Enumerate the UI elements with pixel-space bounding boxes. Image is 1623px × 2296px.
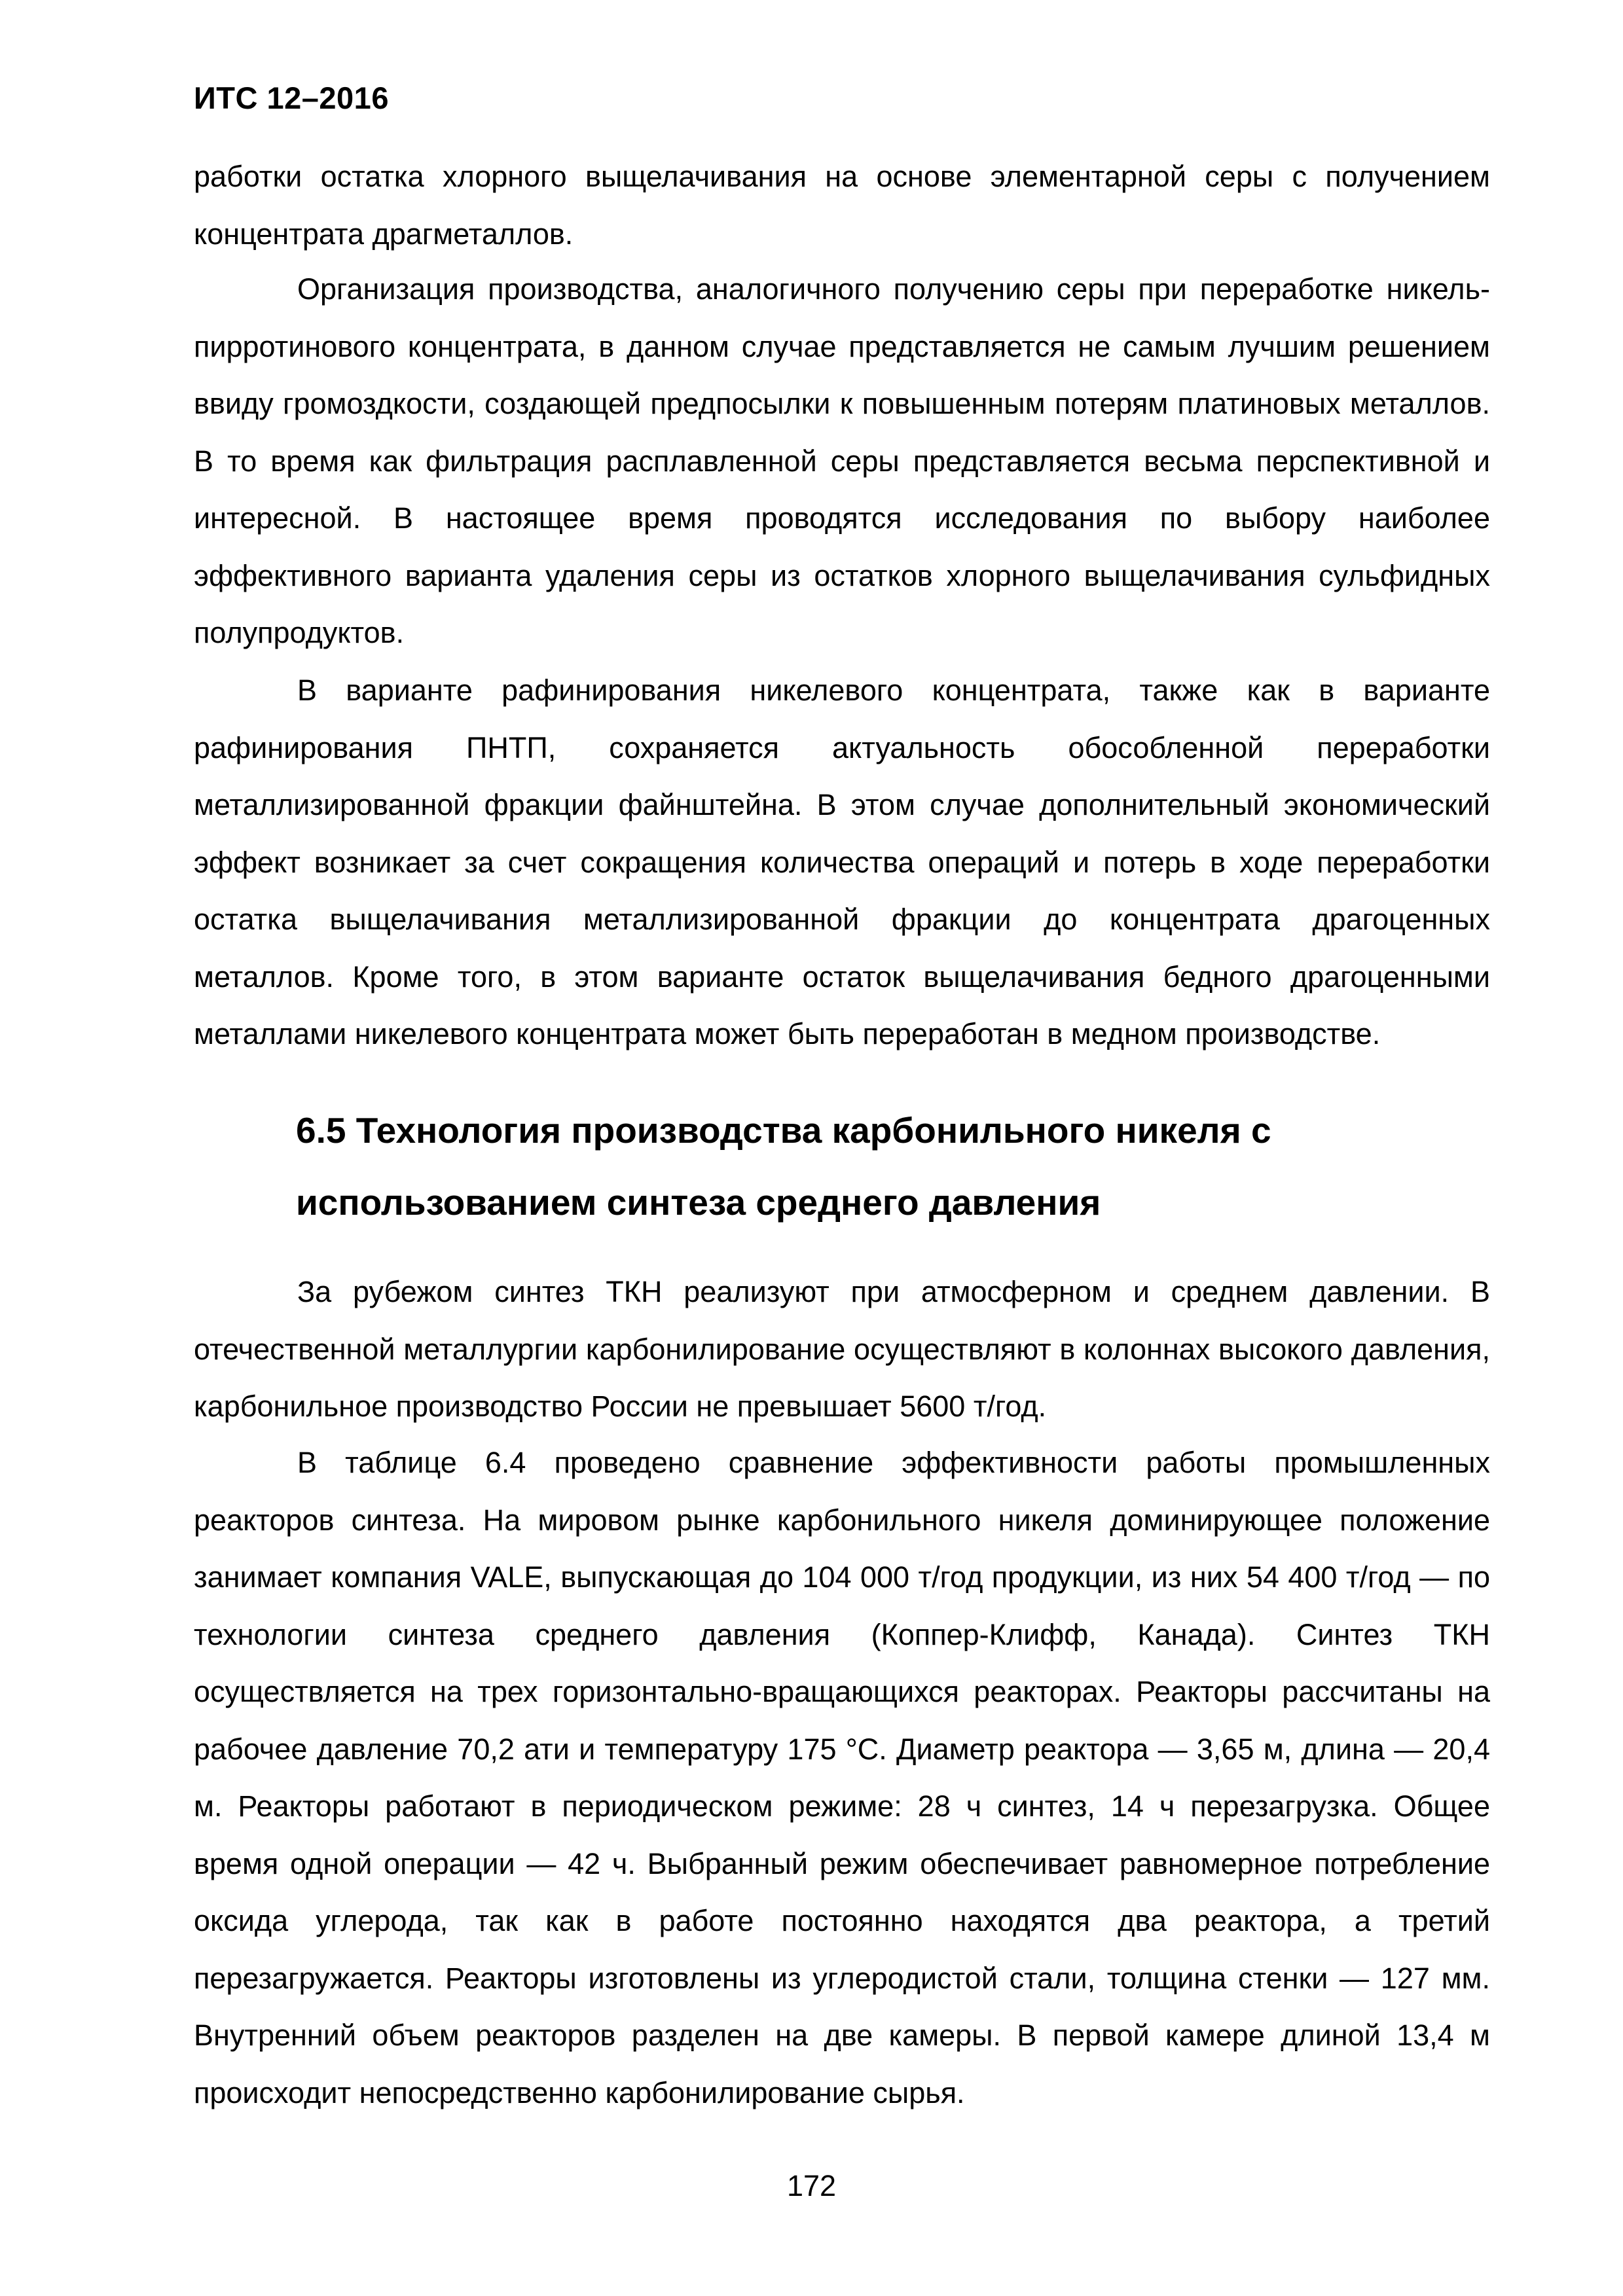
section-heading: 6.5 Технология производства карбонильного никеля с использованием синтеза среднего давления [296, 1110, 1271, 1223]
paragraph-continuation: работки остатка хлорного выщелачивания на основе элементарной серы с получением концентрата драгметаллов. [194, 160, 1490, 251]
paragraph-sulfur-production: Организация производства, аналогичного получению серы при переработке никель-пирротинового концентрата, в данном случае представляется не самым лучшим решением ввиду громоздкости, создающей предпосылки к повышенным потерям платиновых металлов. В то время как фильтрация расплавленной серы представляется весьма перспективной и интересной. В настоящее время проводятся исследования по выбору наиболее эффективного варианта удаления серы из остатков хлорного выщелачивания сульфидных полупродуктов. [194, 272, 1490, 649]
document-code-header: ИТС 12–2016 [194, 81, 389, 115]
page-number: 172 [786, 2169, 837, 2202]
paragraph-synthesis-abroad: За рубежом синтез ТКН реализуют при атмосферном и среднем давлении. В отечественной металлургии карбонилирование осуществляют в колоннах высокого давления, карбонильное производство России не превышает 5600 т/год. [194, 1275, 1490, 1423]
paragraph-nickel-refining: В варианте рафинирования никелевого концентрата, также как в варианте рафинирования ПНТП, сохраняется актуальность обособленной переработки металлизированной фракции файнштейна. В этом случае дополнительный экономический эффект возникает за счет сокращения количества операций и потерь в ходе переработки остатка выщелачивания металлизированной фракции до концентрата драгоценных металлов. Кроме того, в этом варианте остаток выщелачивания бедного драгоценными металлами никелевого концентрата может быть переработан в медном производстве. [194, 673, 1490, 1050]
paragraph-reactor-comparison: В таблице 6.4 проведено сравнение эффективности работы промышленных реакторов синтеза. На мировом рынке карбонильного никеля доминирующее положение занимает компания VALE, выпускающая до 104 000 т/год продукции, из них 54 400 т/год — по технологии синтеза среднего давления (Коппер-Клифф, Канада). Синтез ТКН осуществляется на трех горизонтально-вращающихся реакторах. Реакторы рассчитаны на рабочее давление 70,2 ати и температуру 175 °С. Диаметр реактора — 3,65 м, длина — 20,4 м. Реакторы работают в периодическом режиме: 28 ч синтез, 14 ч перезагрузка. Общее время одной операции — 42 ч. Выбранный режим обеспечивает равномерное потребление оксида углерода, так как в работе постоянно находятся два реактора, а третий перезагружается. Реакторы изготовлены из углеродистой стали, толщина стенки — 127 мм. Внутренний объем реакторов разделен на две камеры. В первой камере длиной 13,4 м происходит непосредственно карбонилирование сырья. [194, 1446, 1490, 2109]
